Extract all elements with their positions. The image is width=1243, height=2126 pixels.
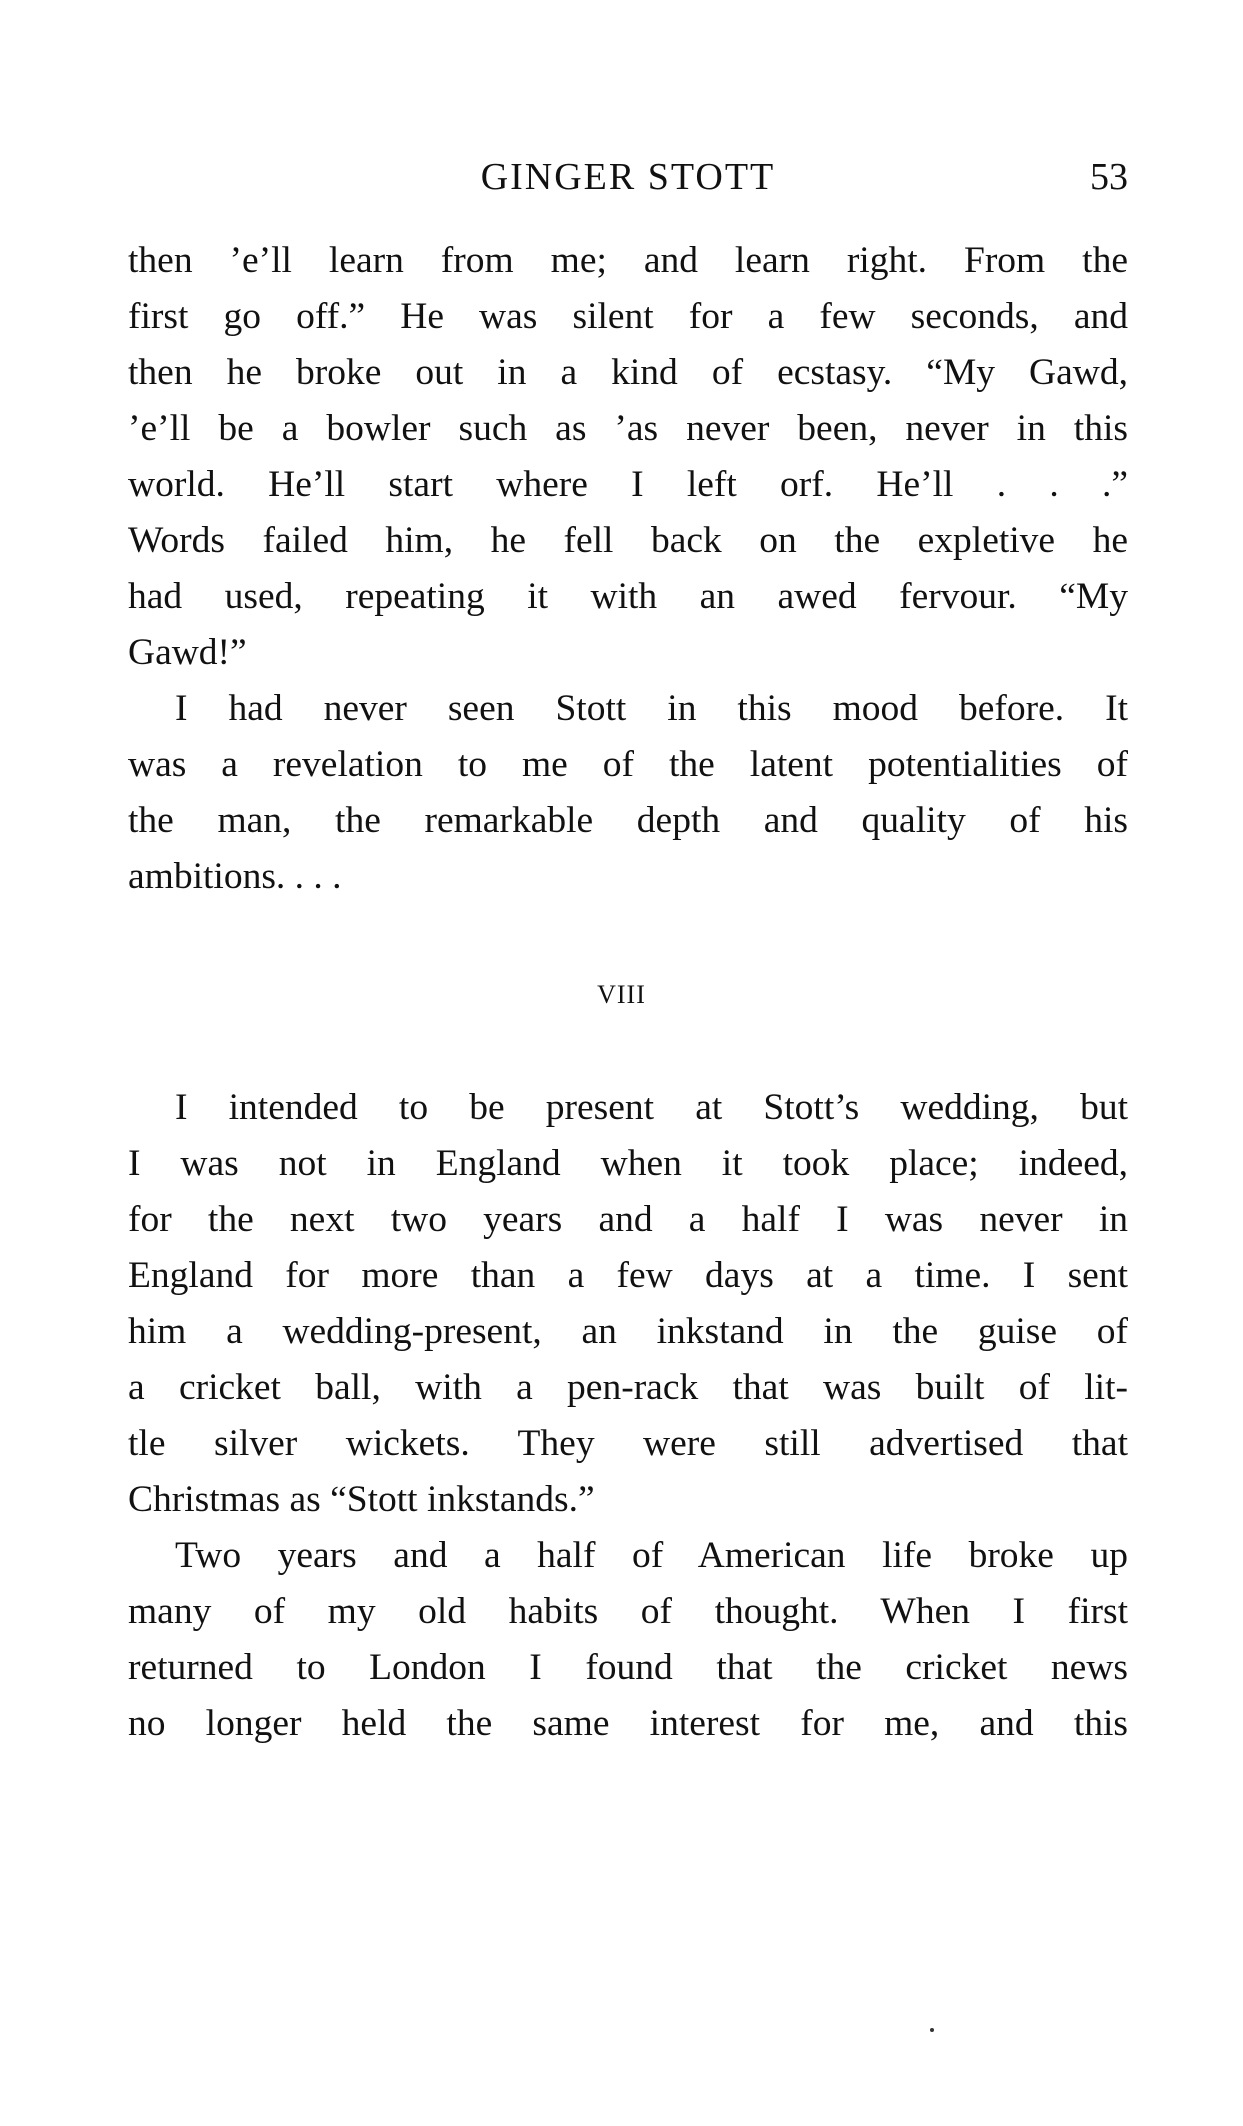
page-header: [128, 155, 1128, 205]
text-line: then ’e’ll learn from me; and learn right. From the: [128, 240, 1128, 281]
text-line: I intended to be present at Stott’s wedding, but: [175, 1087, 1128, 1128]
text-line: the man, the remarkable depth and quality of his: [128, 800, 1128, 841]
ink-speck: [930, 2028, 934, 2032]
text-line: for the next two years and a half I was never in: [128, 1199, 1128, 1240]
text-line: Christmas as “Stott inkstands.”: [128, 1479, 595, 1520]
text-line: Two years and a half of American life broke up: [175, 1535, 1128, 1576]
text-line: many of my old habits of thought. When I first: [128, 1591, 1128, 1632]
text-line: ambitions. . . .: [128, 856, 342, 897]
text-line: Words failed him, he fell back on the expletive he: [128, 520, 1128, 561]
text-line: England for more than a few days at a time. I sent: [128, 1255, 1128, 1296]
text-line: then he broke out in a kind of ecstasy. “My Gawd,: [128, 352, 1128, 393]
text-line: no longer held the same interest for me, and this: [128, 1703, 1128, 1744]
text-line: was a revelation to me of the latent potentialities of: [128, 744, 1128, 785]
page-number: 53: [1090, 156, 1128, 198]
text-line: first go off.” He was silent for a few seconds, and: [128, 296, 1128, 337]
running-head: GINGER STOTT: [480, 156, 776, 198]
text-line: him a wedding-present, an inkstand in the guise of: [128, 1311, 1128, 1352]
text-line: tle silver wickets. They were still advertised that: [128, 1423, 1128, 1464]
text-line: I was not in England when it took place; indeed,: [128, 1143, 1128, 1184]
text-line: had used, repeating it with an awed fervour. “My: [128, 576, 1128, 617]
text-line: a cricket ball, with a pen-rack that was built of lit-: [128, 1367, 1128, 1408]
text-line: ’e’ll be a bowler such as ’as never been, never in this: [128, 408, 1128, 449]
text-line: Gawd!”: [128, 632, 247, 673]
section-number: VIII: [597, 980, 646, 1009]
text-line: returned to London I found that the cricket news: [128, 1647, 1128, 1688]
text-line: world. He’ll start where I left orf. He’ll . . .”: [128, 464, 1128, 505]
text-line: I had never seen Stott in this mood before. It: [175, 688, 1128, 729]
